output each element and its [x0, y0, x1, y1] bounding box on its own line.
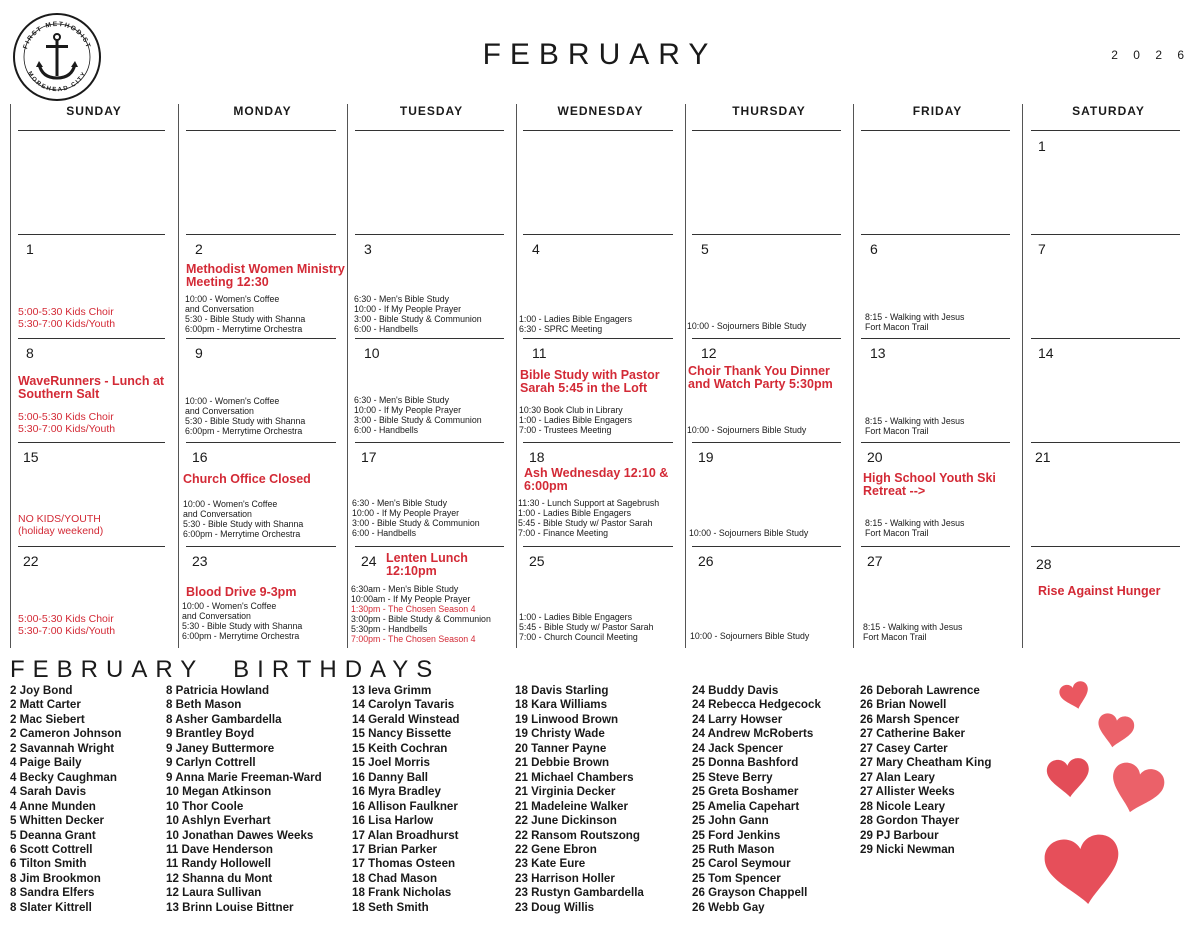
grid-line [523, 546, 673, 547]
birthday-entry: 6 Tilton Smith [10, 857, 87, 871]
birthday-entry: 12 Laura Sullivan [166, 886, 262, 900]
birthday-entry: 11 Randy Hollowell [166, 857, 272, 871]
birthday-entry: 18 Chad Mason [352, 871, 438, 885]
birthday-entry: 2 Mac Siebert [10, 712, 85, 726]
event-headline: Blood Drive 9-3pm [186, 585, 297, 599]
day-number: 13 [870, 345, 886, 361]
birthday-entry: 17 Thomas Osteen [352, 857, 456, 871]
day-number: 19 [698, 449, 714, 465]
day-name-thursday: THURSDAY [732, 104, 806, 118]
birthday-entry: 23 Rustyn Gambardella [515, 886, 644, 900]
kids-event: 5:00-5:30 Kids Choir 5:30-7:00 Kids/Youth [18, 306, 116, 330]
birthday-entry: 28 Nicole Leary [860, 799, 946, 813]
birthday-entry: 26 Deborah Lawrence [860, 684, 980, 697]
birthday-entry: 16 Lisa Harlow [352, 814, 434, 828]
grid-line [861, 546, 1010, 547]
birthday-entry: 21 Virginia Decker [515, 785, 616, 799]
grid-line [692, 338, 841, 339]
grid-line [355, 130, 504, 131]
day-number: 26 [698, 553, 714, 569]
birthday-entry: 13 Brinn Louise Bittner [166, 900, 294, 914]
event-headline: WaveRunners - Lunch at Southern Salt [18, 374, 165, 401]
day-number: 25 [529, 553, 545, 569]
birthday-entry: 13 Ieva Grimm [352, 684, 432, 697]
birthday-entry: 26 Marsh Spencer [860, 712, 960, 726]
event-list: 6:30 - Men's Bible Study 10:00 - If My People Prayer 3:00 - Bible Study & Communion 6:00 - Handbells [354, 294, 482, 334]
day-number: 4 [532, 241, 540, 257]
day-name-sunday: SUNDAY [66, 104, 122, 118]
day-number: 22 [23, 553, 39, 569]
grid-line [1031, 130, 1180, 131]
birthday-entry: 9 Brantley Boyd [166, 727, 255, 741]
birthday-entry: 18 Seth Smith [352, 900, 429, 914]
birthday-entry: 14 Carolyn Tavaris [352, 698, 455, 712]
grid-line [692, 546, 841, 547]
grid-line [523, 130, 673, 131]
day-number: 16 [192, 449, 208, 465]
event-list: 10:00 - Women's Coffee and Conversation 5:30 - Bible Study with Shanna 6:00pm - Merrytime Orchestra [185, 294, 306, 334]
birthday-entry: 24 Rebecca Hedgecock [692, 698, 821, 712]
day-number: 2 [195, 241, 203, 257]
event-list: 6:30 - Men's Bible Study 10:00 - If My People Prayer 3:00 - Bible Study & Communion 6:00 - Handbells [354, 395, 482, 435]
day-number: 21 [1035, 449, 1051, 465]
event-headline: Ash Wednesday 12:10 & 6:00pm [524, 466, 669, 493]
birthday-entry: 27 Alan Leary [860, 770, 935, 784]
birthday-entry: 5 Deanna Grant [10, 828, 96, 842]
birthday-entry: 2 Cameron Johnson [10, 727, 122, 741]
birthday-column [352, 684, 460, 915]
event-list: 8:15 - Walking with Jesus Fort Macon Trail [865, 312, 965, 332]
birthday-entry: 23 Kate Eure [515, 857, 586, 871]
event-list: 10:00 - Women's Coffee and Conversation 5:30 - Bible Study with Shanna 6:00pm - Merrytime Orchestra [182, 601, 303, 641]
grid-line [186, 130, 336, 131]
event-list: 8:15 - Walking with Jesus Fort Macon Trail [865, 416, 965, 436]
grid-line [692, 442, 841, 443]
grid-line [523, 338, 673, 339]
grid-line [10, 104, 11, 648]
day-number: 27 [867, 553, 883, 569]
birthday-entry: 16 Allison Faulkner [352, 799, 458, 813]
birthday-column [515, 684, 644, 915]
event-headline: Church Office Closed [183, 472, 311, 486]
day-number: 24 [361, 553, 377, 569]
birthday-entry: 15 Keith Cochran [352, 741, 448, 755]
birthday-entry: 10 Thor Coole [166, 799, 244, 813]
birthday-entry: 17 Brian Parker [352, 842, 438, 856]
event-list: 1:00 - Ladies Bible Engagers 5:45 - Bible Study w/ Pastor Sarah 7:00 - Church Council Meeting [519, 612, 654, 642]
event-headline: Lenten Lunch 12:10pm [386, 551, 468, 578]
grid-line [861, 338, 1010, 339]
grid-line [861, 234, 1010, 235]
birthday-entry: 19 Christy Wade [515, 727, 605, 741]
birthday-entry: 14 Gerald Winstead [352, 712, 460, 726]
birthday-entry: 4 Sarah Davis [10, 785, 87, 799]
birthday-entry: 18 Frank Nicholas [352, 886, 452, 900]
birthday-entry: 16 Myra Bradley [352, 785, 441, 799]
event-list: 6:30 - Men's Bible Study 10:00 - If My People Prayer 3:00 - Bible Study & Communion 6:00 - Handbells [352, 498, 480, 538]
day-number: 9 [195, 345, 203, 361]
grid-line [186, 442, 336, 443]
birthday-entry: 18 Kara Williams [515, 698, 608, 712]
birthday-entry: 8 Slater Kittrell [10, 900, 92, 914]
birthday-entry: 22 Gene Ebron [515, 842, 597, 856]
day-number: 18 [529, 449, 545, 465]
birthday-entry: 15 Nancy Bissette [352, 727, 452, 741]
birthday-entry: 26 Grayson Chappell [692, 886, 808, 900]
birthday-entry: 20 Tanner Payne [515, 741, 607, 755]
kids-event: NO KIDS/YOUTH (holiday weekend) [18, 513, 104, 537]
day-number: 28 [1036, 556, 1052, 572]
birthday-entry: 22 June Dickinson [515, 814, 617, 828]
grid-line [18, 338, 165, 339]
grid-line [523, 234, 673, 235]
birthday-entry: 10 Megan Atkinson [166, 785, 272, 799]
grid-line [861, 442, 1010, 443]
grid-line [1031, 234, 1180, 235]
grid-line [1022, 104, 1023, 648]
grid-line [861, 130, 1010, 131]
birthday-entry: 22 Ransom Routszong [515, 828, 640, 842]
event-list: 6:30am - Men's Bible Study 10:00am - If My People Prayer 1:30pm - The Chosen Season 4 3:00pm - Bible Study & Communion 5:30pm - Handbells 7:00pm - The Chosen Season 4 [351, 584, 491, 644]
birthday-entry: 23 Doug Willis [515, 900, 595, 914]
birthday-entry: 5 Whitten Decker [10, 814, 105, 828]
birthday-entry: 25 Steve Berry [692, 770, 773, 784]
birthday-entry: 26 Webb Gay [692, 900, 765, 914]
day-number: 1 [26, 241, 34, 257]
birthday-entry: 15 Joel Morris [352, 756, 430, 770]
birthday-entry: 29 Nicki Newman [860, 842, 955, 856]
event-headline: Choir Thank You Dinner and Watch Party 5:30pm [688, 364, 833, 391]
grid-line [853, 104, 854, 648]
heart-icon [1058, 680, 1093, 713]
birthday-entry: 8 Sandra Elfers [10, 886, 95, 900]
event-headline: Methodist Women Ministry Meeting 12:30 [186, 262, 345, 289]
birthday-entry: 9 Carlyn Cottrell [166, 756, 256, 770]
day-number: 5 [701, 241, 709, 257]
grid-line [18, 234, 165, 235]
birthday-entry: 10 Jonathan Dawes Weeks [166, 828, 314, 842]
event-headline: High School Youth Ski Retreat --> [863, 471, 996, 498]
grid-line [685, 104, 686, 648]
grid-line [18, 130, 165, 131]
day-number: 3 [364, 241, 372, 257]
day-number: 10 [364, 345, 380, 361]
birthday-entry: 2 Savannah Wright [10, 741, 115, 755]
birthday-column [692, 684, 821, 915]
grid-line [355, 234, 504, 235]
birthday-entry: 21 Michael Chambers [515, 770, 634, 784]
birthday-entry: 21 Madeleine Walker [515, 799, 628, 813]
birthday-entry: 11 Dave Henderson [166, 842, 273, 856]
church-logo [12, 12, 102, 102]
event-list: 10:00 - Women's Coffee and Conversation 5:30 - Bible Study with Shanna 6:00pm - Merrytime Orchestra [183, 499, 304, 539]
grid-line [692, 130, 841, 131]
day-number: 20 [867, 449, 883, 465]
grid-line [347, 104, 348, 648]
birthday-entry: 25 Ford Jenkins [692, 828, 781, 842]
event-headline: Rise Against Hunger [1038, 584, 1161, 598]
birthday-column [166, 684, 322, 915]
birthday-entry: 12 Shanna du Mont [166, 871, 273, 885]
birthday-column [860, 684, 991, 857]
grid-line [523, 442, 673, 443]
day-number: 1 [1038, 138, 1046, 154]
birthdays-title: FEBRUARY BIRTHDAYS [10, 656, 441, 683]
birthday-entry: 24 Andrew McRoberts [692, 727, 814, 741]
day-number: 17 [361, 449, 377, 465]
kids-event: 5:00-5:30 Kids Choir 5:30-7:00 Kids/Youth [18, 411, 116, 435]
birthday-entry: 25 Tom Spencer [692, 871, 781, 885]
birthday-entry: 2 Joy Bond [10, 684, 73, 697]
birthday-entry: 6 Scott Cottrell [10, 842, 93, 856]
birthday-entry: 25 Amelia Capehart [692, 799, 800, 813]
grid-line [186, 234, 336, 235]
birthday-entry: 29 PJ Barbour [860, 828, 939, 842]
birthday-entry: 8 Beth Mason [166, 698, 242, 712]
event-list: 10:00 - Sojourners Bible Study [690, 631, 810, 641]
day-number: 8 [26, 345, 34, 361]
birthday-entry: 25 Ruth Mason [692, 842, 775, 856]
grid-line [516, 104, 517, 648]
day-name-friday: FRIDAY [912, 104, 963, 118]
birthday-entry: 27 Mary Cheatham King [860, 756, 992, 770]
birthday-entry: 27 Catherine Baker [860, 727, 966, 741]
birthday-entry: 18 Davis Starling [515, 684, 609, 697]
day-number: 11 [532, 345, 547, 361]
hearts-decoration [1030, 670, 1190, 910]
birthday-entry: 17 Alan Broadhurst [352, 828, 459, 842]
day-number: 7 [1038, 241, 1046, 257]
grid-line [1031, 546, 1180, 547]
birthday-entry: 8 Patricia Howland [166, 684, 270, 697]
day-number: 6 [870, 241, 878, 257]
birthday-entry: 21 Debbie Brown [515, 756, 610, 770]
day-number: 14 [1038, 345, 1054, 361]
grid-line [178, 104, 179, 648]
birthday-entry: 25 Carol Seymour [692, 857, 791, 871]
birthday-entry: 25 Donna Bashford [692, 756, 799, 770]
day-name-monday: MONDAY [233, 104, 292, 118]
birthday-column [10, 684, 121, 915]
event-list: 10:00 - Women's Coffee and Conversation 5:30 - Bible Study with Shanna 6:00pm - Merrytime Orchestra [185, 396, 306, 436]
grid-line [186, 338, 336, 339]
heart-icon [1042, 832, 1125, 909]
event-list: 1:00 - Ladies Bible Engagers 6:30 - SPRC Meeting [519, 314, 632, 334]
birthday-entry: 23 Harrison Holler [515, 871, 615, 885]
birthday-entry: 26 Brian Nowell [860, 698, 947, 712]
grid-line [18, 442, 165, 443]
page-title: FEBRUARY [482, 38, 718, 71]
birthday-entry: 25 Greta Boshamer [692, 785, 799, 799]
grid-line [1031, 338, 1180, 339]
event-list: 10:00 - Sojourners Bible Study [687, 425, 807, 435]
grid-line [355, 546, 504, 547]
day-name-wednesday: WEDNESDAY [557, 104, 644, 118]
birthday-entry: 4 Paige Baily [10, 756, 82, 770]
heart-icon [1046, 757, 1091, 799]
event-list: 10:00 - Sojourners Bible Study [687, 321, 807, 331]
birthday-entry: 27 Allister Weeks [860, 785, 955, 799]
birthday-entry: 2 Matt Carter [10, 698, 81, 712]
birthday-entry: 25 John Gann [692, 814, 769, 828]
event-list: 10:00 - Sojourners Bible Study [689, 528, 809, 538]
event-list: 10:30 Book Club in Library 1:00 - Ladies Bible Engagers 7:00 - Trustees Meeting [519, 405, 632, 435]
birthday-entry: 10 Ashlyn Everhart [166, 814, 271, 828]
calendar-grid [10, 100, 1195, 648]
day-name-tuesday: TUESDAY [399, 104, 464, 118]
birthday-entry: 4 Becky Caughman [10, 770, 117, 784]
birthday-entry: 28 Gordon Thayer [860, 814, 960, 828]
birthday-entry: 9 Janey Buttermore [166, 741, 275, 755]
grid-line [186, 546, 336, 547]
birthday-entry: 8 Jim Brookmon [10, 871, 101, 885]
heart-icon [1105, 760, 1167, 819]
day-number: 15 [23, 449, 39, 465]
event-list: 8:15 - Walking with Jesus Fort Macon Trail [863, 622, 963, 642]
grid-line [18, 546, 165, 547]
birthday-entry: 16 Danny Ball [352, 770, 429, 784]
birthday-entry: 24 Buddy Davis [692, 684, 779, 697]
birthday-entry: 27 Casey Carter [860, 741, 948, 755]
event-headline: Bible Study with Pastor Sarah 5:45 in the Loft [520, 368, 660, 395]
birthday-entry: 9 Anna Marie Freeman-Ward [166, 770, 322, 784]
grid-line [1031, 442, 1180, 443]
birthday-entry: 24 Jack Spencer [692, 741, 783, 755]
day-name-saturday: SATURDAY [1072, 104, 1145, 118]
grid-line [355, 338, 504, 339]
birthday-entry: 19 Linwood Brown [515, 712, 619, 726]
grid-line [692, 234, 841, 235]
birthday-entry: 4 Anne Munden [10, 799, 96, 813]
birthday-entry: 24 Larry Howser [692, 712, 783, 726]
heart-icon [1095, 712, 1136, 751]
logo-top-text: FIRST METHODIST [22, 20, 92, 50]
year-label: 2 0 2 6 [1111, 48, 1190, 62]
event-list: 11:30 - Lunch Support at Sagebrush 1:00 - Ladies Bible Engagers 5:45 - Bible Study w/ Pastor Sarah 7:00 - Finance Meeting [518, 498, 660, 538]
day-number: 23 [192, 553, 208, 569]
kids-event: 5:00-5:30 Kids Choir 5:30-7:00 Kids/Youth [18, 613, 116, 637]
grid-line [355, 442, 504, 443]
event-list: 8:15 - Walking with Jesus Fort Macon Trail [865, 518, 965, 538]
logo-bottom-text: MOREHEAD CITY [26, 70, 88, 94]
day-number: 12 [701, 345, 717, 361]
birthday-entry: 8 Asher Gambardella [166, 712, 282, 726]
